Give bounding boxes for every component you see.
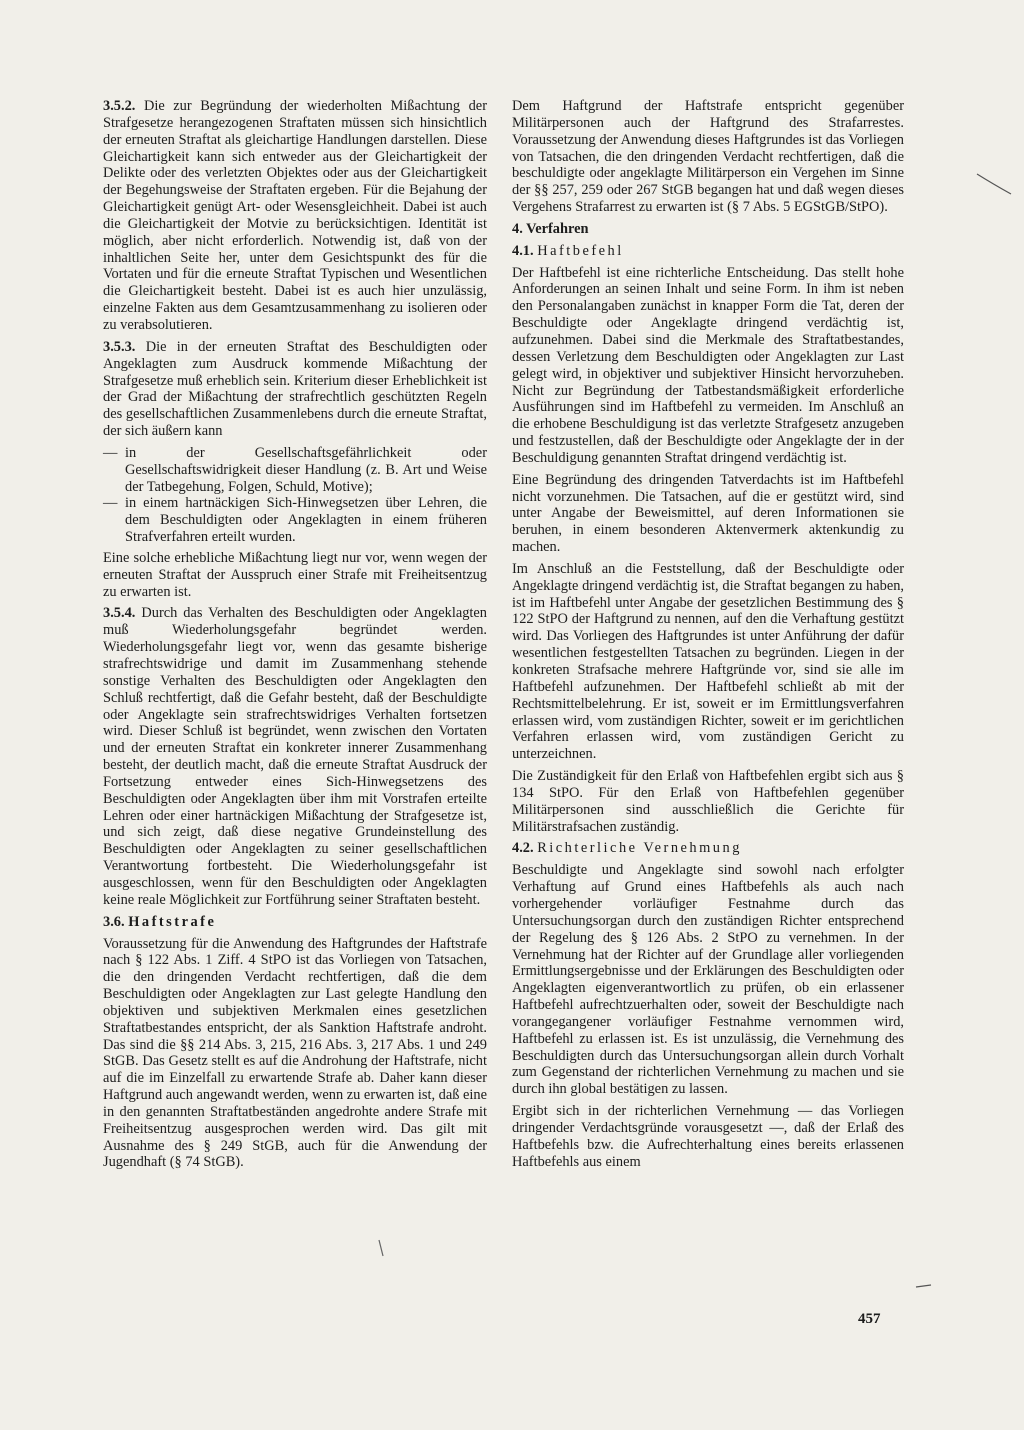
paragraph: Eine Begründung des dringenden Tatverdachts ist im Haftbefehl nicht vorzunehmen. Die Tatsachen, auf die er gestützt wird, sind unter Angabe der Beweismittel, auf deren Informationen sie beruhen, in einem besonderen Aktenvermerk aktenkundig zu machen. xyxy=(512,471,904,556)
section-text: Die in der erneuten Straftat des Beschuldigten oder Angeklagten zum Ausdruck kommende Mißachtung der Strafgesetze muß erheblich sein. Kriterium dieser Erheblichkeit ist der Grad der Mißachtung der strafrechtlich geschützten Regeln des gesellschaftlichen Zusammenlebens durch die erneute Straftat, der sich äußern kann xyxy=(103,338,487,440)
section-number: 3.5.3. xyxy=(103,338,136,355)
section-title: Haftbefehl xyxy=(537,242,624,259)
pen-tick-mark xyxy=(375,1238,391,1258)
section-3-6-heading xyxy=(103,914,487,931)
section-4-heading: 4. Verfahren xyxy=(512,220,589,237)
section-text: Die zur Begründung der wiederholten Mißachtung der Strafgesetze herangezogenen Straftaten müssen sich hinsichtlich der erneuten Straftat als gleichartige Handlungen darstellen. Diese Gleichartigkeit kann sich entweder aus der Gleichartigkeit der Delikte oder des verletzten Objektes oder aus der Gleichartigkeit der Begehungsweise der Straftaten ergeben. Für die Bejahung der Gleichartigkeit genügt Art- oder Wesensgleichheit. Dabei ist auch die Gleichartigkeit der Motvie zu berücksichtigen. Identität ist möglich, aber nicht erforderlich. Notwendig ist, daß von der inhaltlichen Seite her, unter dem Gesichtspunkt des für die Vortaten und für die erneute Straftat Typischen und Wesentlichen die Gleichartigkeit besteht. Dabei ist es auch hier unzulässig, einzelne Fakten aus dem Gesamtzusammenhang zu isolieren oder zu verabsolutieren. xyxy=(103,98,487,333)
paragraph: Die Zuständigkeit für den Erlaß von Haftbefehlen ergibt sich aus § 134 StPO. Für den Erlaß von Haftbefehlen gegenüber Militärpersonen sind ausschließlich die Gerichte für Militärstrafsachen zuständig. xyxy=(512,768,904,835)
section-number: 4.1. xyxy=(512,242,534,259)
section-title: Richterliche Vernehmung xyxy=(537,840,742,857)
paragraph: Eine solche erhebliche Mißachtung liegt nur vor, wenn wegen der erneuten Straftat der Ausspruch einer Strafe mit Freiheitsentzug zu erwarten ist. xyxy=(103,549,487,600)
section-3-5-3 xyxy=(103,339,487,440)
paragraph: Ergibt sich in der richterlichen Vernehmung — das Vorliegen dringender Verdachtsgründe vorausgesetzt —, daß der Erlaß des Haftbefehls bzw. die Aufrechterhaltung eines bereits erlassenen Haftbefehls aus einem xyxy=(512,1103,904,1170)
section-number: 3.6. xyxy=(103,913,125,930)
left-column xyxy=(103,98,487,1176)
section-number: 3.5.2. xyxy=(103,98,136,114)
paragraph: Im Anschluß an die Feststellung, daß der Beschuldigte oder Angeklagte dringend verdächtig ist, die Straftat begangen zu haben, ist im Haftbefehl unter Angabe der gesetzlichen Bestimmung des § 122 StPO der Haftgrund zu nennen, auf den die Verhaftung gestützt wird. Das Vorliegen des Haftgrundes ist unter Anführung der dafür wesentlichen festgestellten Tatsachen zu begründen. Liegen in der konkreten Strafsache mehrere Haftgründe vor, sind sie alle im Haftbefehl aufzunehmen. Der Haftbefehl schließt ab mit der Rechtsmittelbelehrung. Er ist, soweit er im Ermittlungsverfahren erlassen wird, vom zuständigen Richter, soweit er im gerichtlichen Verfahren erlassen wird, vom zuständigen Gericht zu unterzeichnen. xyxy=(512,560,904,763)
section-number: 3.5.4. xyxy=(103,605,136,622)
pen-dash-mark xyxy=(915,1282,933,1290)
paragraph: Beschuldigte und Angeklagte sind sowohl nach erfolgter Verhaftung auf Grund eines Haftbefehls als auch nach vorhergehender vorläufiger Festnahme durch das Untersuchungsorgan durch den zuständigen Richter entsprechend der Regelung des § 126 Abs. 2 StPO zu vernehmen. In der Vernehmung hat der Richter auf der Grundlage aller vorliegenden Ermittlungsergebnisse und der Erklärungen des Beschuldigten oder Angeklagten eigenverantwortlich zu prüfen, ob ein erlassener Haftbefehl aufrechtzuerhalten oder, soweit der Beschuldigte nach vorangegangener vorläufiger Festnahme vernommen wird, Haftbefehl zu erlassen ist. Es ist unzulässig, die Vernehmung des Beschuldigten durch das Untersuchungsorgan allein durch Vorhalt zum Gegenstand der richterlichen Vernehmung zu machen und sie durch ihn global bestätigen zu lassen. xyxy=(512,862,904,1098)
paragraph: Der Haftbefehl ist eine richterliche Entscheidung. Das stellt hohe Anforderungen an seinen Inhalt und seine Form. In ihm ist neben den Personalangaben zunächst in knapper Form die Tat, deren der Beschuldigte oder Angeklagte dringend verdächtig ist, aufzunehmen. Dabei sind die Merkmale des Straftatbestandes, dessen Verletzung dem Beschuldigten oder Angeklagten zur Last gelegt wird, in objektiver und subjektiver Hinsicht hervorzuheben. Nicht zur Begründung der Tatbestandsmäßigkeit erforderliche Ausführungen sind im Haftbefehl zu vermeiden. Im Anschluß an die erhobene Beschuldigung ist das verletzte Strafgesetz anzugeben und festzustellen, daß der Beschuldigte oder Angeklagte der in der Beschuldigung genannten Straftat dringend verdächtig ist. xyxy=(512,264,904,466)
section-3-5-4 xyxy=(103,605,487,908)
dash-list xyxy=(103,445,487,546)
section-title: Haftstrafe xyxy=(128,913,217,930)
section-3-5-2 xyxy=(103,98,487,334)
paragraph: Voraussetzung für die Anwendung des Haftgrundes der Haftstrafe nach § 122 Abs. 1 Ziff. 4 StPO ist das Vorliegen von Tatsachen, die den dringenden Verdacht rechtfertigen, daß die dem Beschuldigten oder Angeklagten zur Last gelegte Handlung den objektiven und subjektiven Merkmalen eines gesetzlichen Straftatbestandes entspricht, der als Sanktion Haftstrafe androht. Das sind die §§ 214 Abs. 3, 215, 216 Abs. 3, 217 Abs. 1 und 249 StGB. Das Gesetz stellt es auf die Androhung der Haftstrafe, nicht auf die im Einzelfall zu erwartende Strafe ab. Daher kann dieser Haftgrund auch angewandt werden, wenn zu erwarten ist, daß eine in den genannten Straftatbeständen angedrohte andere Strafe mit Freiheitsentzug ausgesprochen werden wird. Das gilt mit Ausnahme des § 249 StGB, auch für die Anwendung der Jugendhaft (§ 74 StGB). xyxy=(103,935,487,1171)
pen-stroke-mark xyxy=(975,170,1015,200)
section-number: 4.2. xyxy=(512,840,534,857)
list-item: — in der Gesellschaftsgefährlichkeit oder Gesellschaftswidrigkeit dieser Handlung (z. B. Art und Weise der Tatbegehung, Folgen, Schuld, Motive); xyxy=(103,445,487,496)
right-column xyxy=(512,98,904,1175)
page-number: 457 xyxy=(858,1311,881,1327)
list-item: — in einem hartnäckigen Sich-Hinwegsetzen über Lehren, die dem Beschuldigten oder Angeklagten in einem früheren Strafverfahren erteilt wurden. xyxy=(103,495,487,546)
section-text: Durch das Verhalten des Beschuldigten oder Angeklagten muß Wiederholungsgefahr begründet werden. Wiederholungsgefahr liegt vor, wenn das gesamte bisherige strafrechtswidrige und damit im Zusammenhang stehende sonstige Verhalten des Beschuldigten oder Angeklagten den Schluß rechtfertigt, daß die Gefahr besteht, daß der Beschuldigte oder Angeklagte sein strafrechtswidriges Verhalten fortsetzen wird. Dieser Schluß ist begründet, wenn zwischen den Vortaten und der erneuten Straftat ein konkreter innerer Zusammenhang besteht, der deutlich macht, daß die erneute Straftat Ausdruck der Fortsetzung entweder eines Sich-Hinwegsetzens des Beschuldigten oder Angeklagten über ihm mit Vorstrafen erteilte Lehren oder einer hartnäckigen Mißachtung der Strafgesetze ist, und sich zeigt, daß diese negative Grundeinstellung des Beschuldigten oder Angeklagten zu seiner gesellschaftlichen Verantwortung fortbesteht. Die Wiederholungsgefahr ist ausgeschlossen, wenn für den Beschuldigten oder Angeklagten keine reale Möglichkeit zur Fortführung seiner Straftaten besteht. xyxy=(103,605,487,908)
section-4-2-heading xyxy=(512,840,904,857)
paragraph: Dem Haftgrund der Haftstrafe entspricht gegenüber Militärpersonen auch der Haftgrund des Strafarrestes. Voraussetzung der Anwendung dieses Haftgrundes ist das Vorliegen von Tatsachen, die den dringenden Verdacht rechtfertigen, daß die beschuldigte oder angeklagte Militärperson ein Vergehen im Sinne der §§ 257, 259 oder 267 StGB begangen hat und daß wegen dieses Vergehens Strafarrest zu erwarten ist (§ 7 Abs. 5 EGStGB/StPO). xyxy=(512,98,904,216)
section-4-1-heading xyxy=(512,243,904,260)
